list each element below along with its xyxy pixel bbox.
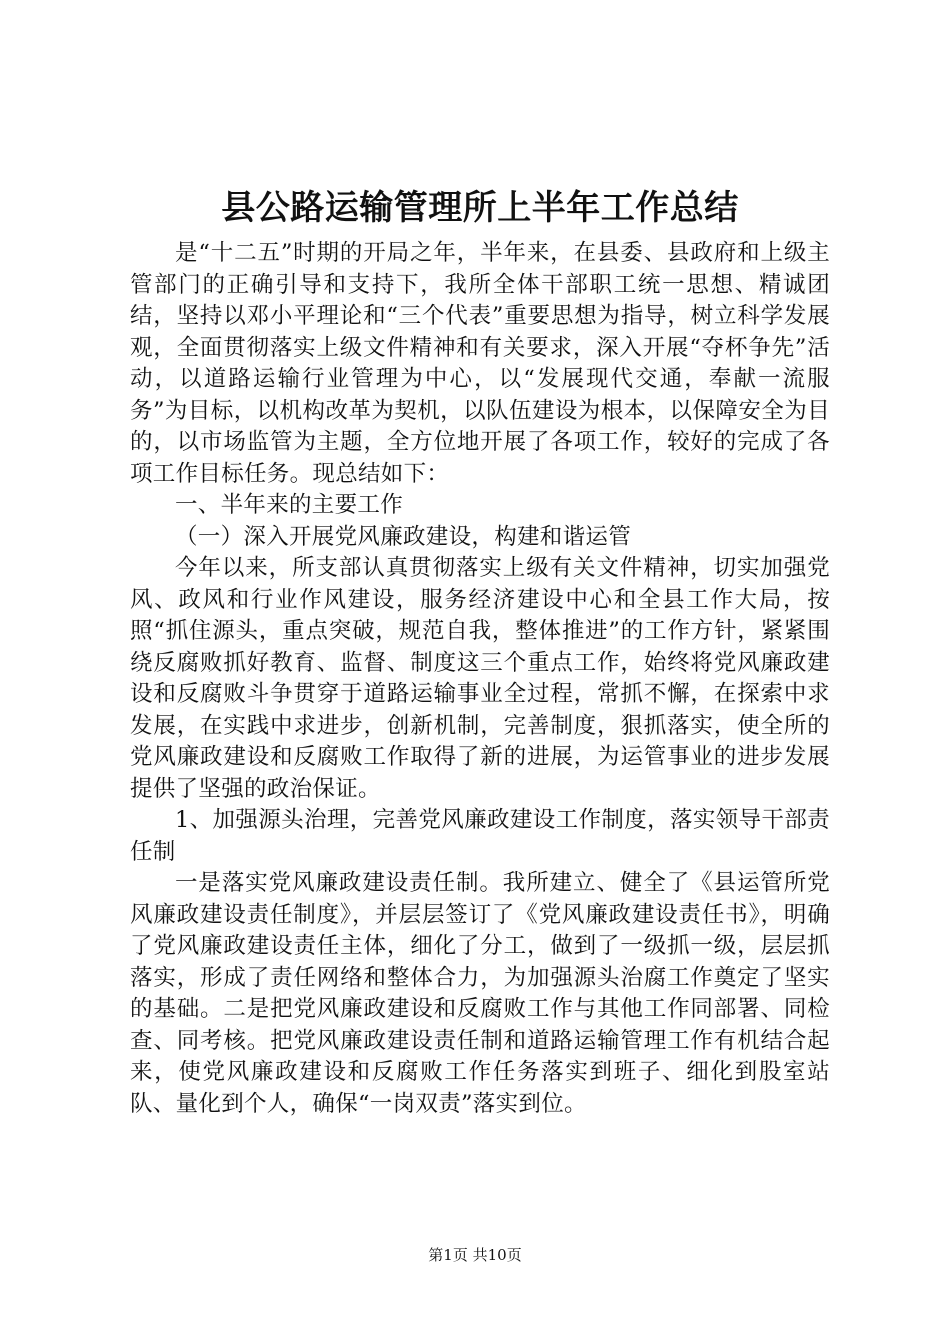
- document-body: [130, 238, 830, 1120]
- body-paragraph: 一是落实党风廉政建设责任制。我所建立、健全了《县运管所党风廉政建设责任制度》，并层层签订了《党风廉政建设责任书》，明确了党风廉政建设责任主体，细化了分工，做到了一级抓一级，层层抓落实，形成了责任网络和整体合力，为加强源头治腐工作奠定了坚实的基础。二是把党风廉政建设和反腐败工作与其他工作同部署、同检查、同考核。把党风廉政建设责任制和道路运输管理工作有机结合起来，使党风廉政建设和反腐败工作任务落实到班子、细化到股室站队、量化到个人，确保“一岗双责”落实到位。: [130, 870, 830, 1117]
- document-title: 县公路运输管理所上半年工作总结: [221, 188, 739, 228]
- intro-paragraph: 是“十二五”时期的开局之年，半年来，在县委、县政府和上级主管部门的正确引导和支持下，我所全体干部职工统一思想、精诚团结，坚持以邓小平理论和“三个代表”重要思想为指导，树立科学发展观，全面贯彻落实上级文件精神和有关要求，深入开展“夺杯争先”活动，以道路运输行业管理为中心，以“发展现代交通，奉献一流服务”为目标，以机构改革为契机，以队伍建设为根本，以保障安全为目的，以市场监管为主题，全方位地开展了各项工作，较好的完成了各项工作目标任务。现总结如下：: [130, 240, 830, 487]
- body-paragraph: 今年以来，所支部认真贯彻落实上级有关文件精神，切实加强党风、政风和行业作风建设，服务经济建设中心和全县工作大局，按照“抓住源头，重点突破，规范自我，整体推进”的工作方针，紧紧围绕反腐败抓好教育、监督、制度这三个重点工作，始终将党风廉政建设和反腐败斗争贯穿于道路运输事业全过程，常抓不懈，在探索中求发展，在实践中求进步，创新机制，完善制度，狠抓落实，使全所的党风廉政建设和反腐败工作取得了新的进展，为运管事业的进步发展提供了坚强的政治保证。: [130, 555, 830, 802]
- subsection-heading: （一）深入开展党风廉政建设，构建和谐运管: [175, 523, 632, 550]
- item-heading: 1、加强源头治理，完善党风廉政建设工作制度，落实领导干部责任制: [130, 807, 830, 865]
- section-heading: 一、半年来的主要工作: [175, 492, 404, 518]
- page-number-footer: 第1页 共10页: [428, 1246, 522, 1264]
